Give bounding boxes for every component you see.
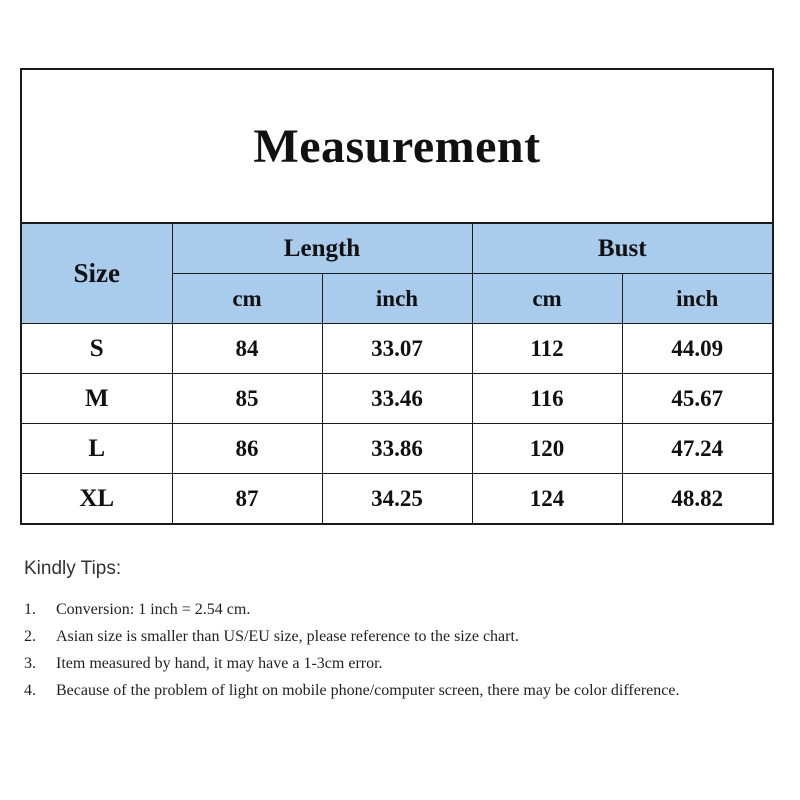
tip-text: Because of the problem of light on mobile phone/computer screen, there may be color difference. xyxy=(56,682,680,699)
bust-inch-cell: 48.82 xyxy=(622,474,772,524)
list-item xyxy=(24,650,784,677)
list-item xyxy=(24,677,784,704)
size-chart xyxy=(20,68,774,525)
length-cm-cell: 85 xyxy=(172,374,322,424)
tip-text: Asian size is smaller than US/EU size, please reference to the size chart. xyxy=(56,628,519,645)
length-inch-cell: 33.86 xyxy=(322,424,472,474)
bust-inch-cell: 47.24 xyxy=(622,424,772,474)
tip-text: Conversion: 1 inch = 2.54 cm. xyxy=(56,601,251,618)
bust-cm-cell: 124 xyxy=(472,474,622,524)
list-item xyxy=(24,596,784,623)
length-inch-cell: 33.07 xyxy=(322,324,472,374)
table-row xyxy=(22,374,772,424)
table-row xyxy=(22,424,772,474)
table-header xyxy=(22,224,772,324)
bust-inch-header: inch xyxy=(622,274,772,324)
length-inch-cell: 33.46 xyxy=(322,374,472,424)
table-row xyxy=(22,324,772,374)
size-column-header: Size xyxy=(22,224,172,324)
tip-number: 2. xyxy=(24,628,36,645)
size-cell: M xyxy=(22,374,172,424)
tips-heading: Kindly Tips: xyxy=(24,558,122,579)
chart-title: Measurement xyxy=(253,119,541,173)
length-cm-header: cm xyxy=(172,274,322,324)
bust-cm-header: cm xyxy=(472,274,622,324)
bust-cm-cell: 112 xyxy=(472,324,622,374)
tip-number: 4. xyxy=(24,682,36,699)
bust-cm-cell: 116 xyxy=(472,374,622,424)
list-item xyxy=(24,623,784,650)
bust-inch-cell: 44.09 xyxy=(622,324,772,374)
size-cell: XL xyxy=(22,474,172,524)
tips-list xyxy=(24,596,784,704)
length-group-header: Length xyxy=(172,224,472,274)
table-row xyxy=(22,474,772,524)
length-cm-cell: 84 xyxy=(172,324,322,374)
length-inch-header: inch xyxy=(322,274,472,324)
title-box xyxy=(22,70,772,224)
length-cm-cell: 87 xyxy=(172,474,322,524)
size-cell: S xyxy=(22,324,172,374)
size-table xyxy=(22,224,772,523)
tip-number: 3. xyxy=(24,655,36,672)
bust-group-header: Bust xyxy=(472,224,772,274)
bust-cm-cell: 120 xyxy=(472,424,622,474)
table-body xyxy=(22,324,772,524)
tip-number: 1. xyxy=(24,601,36,618)
length-inch-cell: 34.25 xyxy=(322,474,472,524)
tip-text: Item measured by hand, it may have a 1-3cm error. xyxy=(56,655,383,672)
length-cm-cell: 86 xyxy=(172,424,322,474)
size-cell: L xyxy=(22,424,172,474)
bust-inch-cell: 45.67 xyxy=(622,374,772,424)
header-row-groups xyxy=(22,224,772,274)
kindly-tips xyxy=(24,558,784,704)
